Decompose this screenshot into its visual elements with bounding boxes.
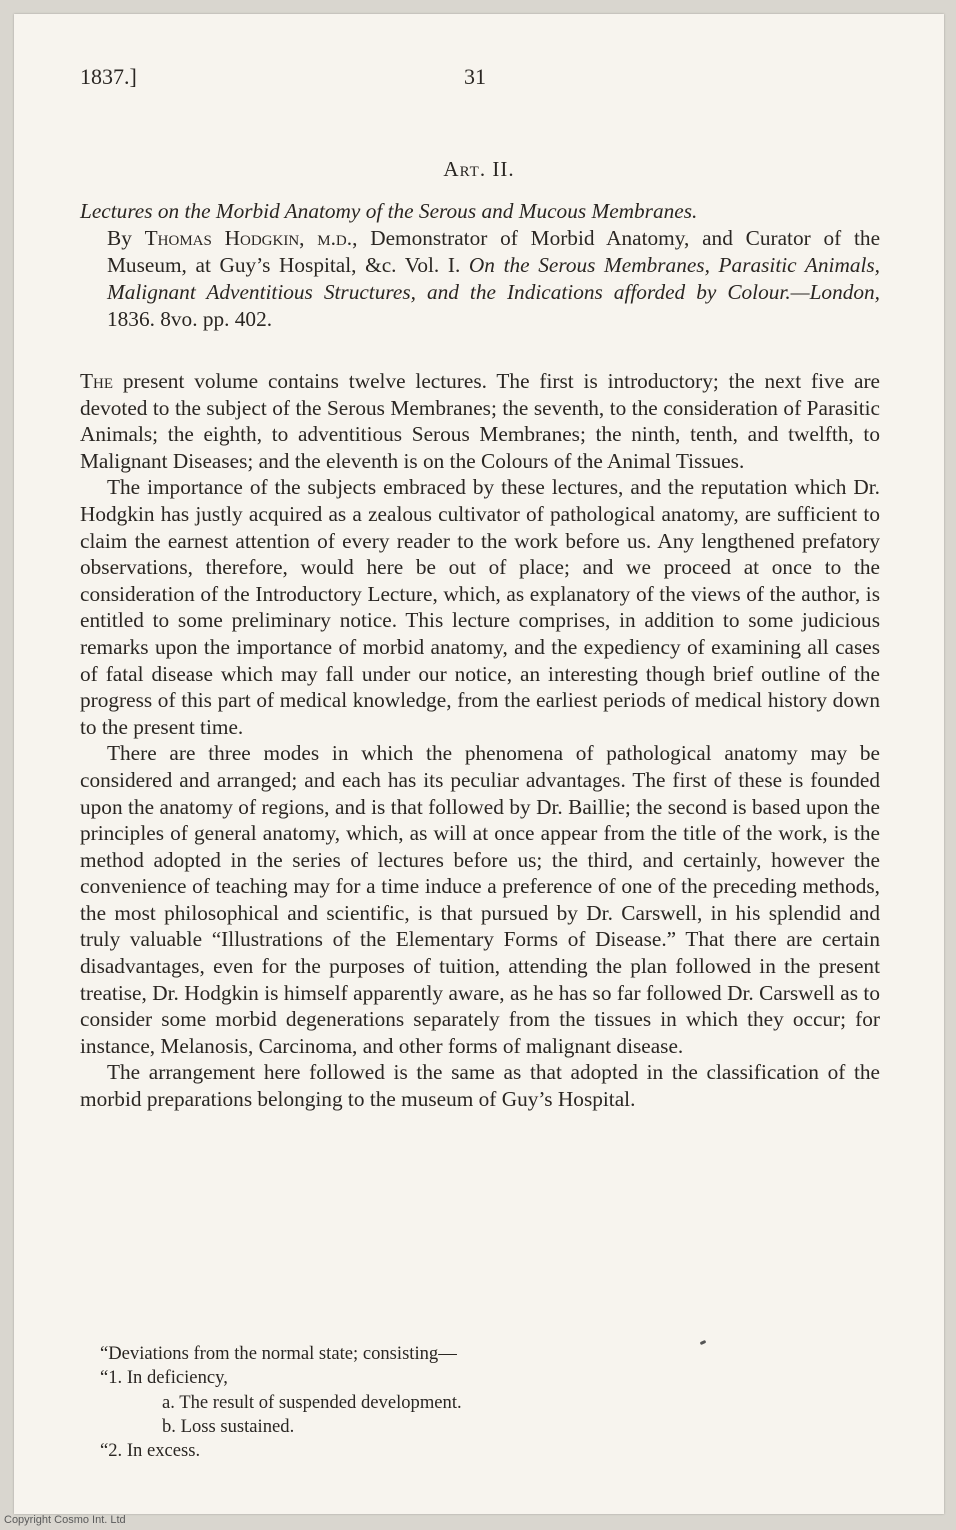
- document-page: [14, 14, 944, 1514]
- citation-title: Lectures on the Morbid Anatomy of the Serous and Mucous Membranes.: [80, 199, 698, 223]
- citation-block: [80, 198, 880, 333]
- citation-details: [80, 225, 880, 333]
- quote-line: “Deviations from the normal state; consisting—: [100, 1343, 457, 1364]
- quote-line: a. The result of suspended development.: [162, 1391, 462, 1413]
- citation-volume-title: On the Serous Membranes, Parasitic Animals, Malignant Adventitious Structures, and the Indications afforded by Colour.—London,: [107, 253, 880, 304]
- citation-by: By: [107, 226, 132, 250]
- article-label: Art. II.: [443, 157, 515, 181]
- page-number: 31: [464, 64, 486, 89]
- paragraph-1: [80, 368, 880, 474]
- paragraph-1-opening-word: The: [80, 369, 114, 393]
- citation-credentials: Demonstrator of Morbid Anatomy, and Curator of the Museum, at Guy’s Hospital, &c. Vol. I.: [107, 226, 881, 277]
- quote-line: “1. In deficiency,: [100, 1367, 228, 1389]
- paragraph-4: The arrangement here followed is the same as that adopted in the classification of the morbid preparations belonging to the museum of Guy’s Hospital.: [80, 1060, 880, 1112]
- paragraph-1-text: present volume contains twelve lectures. The first is introductory; the next five are devoted to the subject of the Serous Membranes; the seventh, to the consideration of Parasitic Animals; the eighth, to adventitious Serous Membranes; the ninth, tenth, and twelfth, to Malignant Diseases; and the eleventh is on the Colours of the Animal Tissues.: [80, 369, 880, 473]
- quoted-classification: [100, 1342, 800, 1463]
- quote-line: b. Loss sustained.: [162, 1415, 295, 1437]
- article-body: [80, 368, 880, 1113]
- copyright-watermark: Copyright Cosmo Int. Ltd: [4, 1514, 126, 1526]
- quote-line: “2. In excess.: [100, 1440, 201, 1462]
- paragraph-3: There are three modes in which the phenomena of pathological anatomy may be considered and arranged; and each has its peculiar advantages. The first of these is founded upon the anatomy of regions, and is that followed by Dr. Baillie; the second is based upon the principles of general anatomy, which, as will at once appear from the title of the work, is the method adopted in the series of lectures before us; the third, and certainly, however the convenience of teaching may for a time induce a preference of one of the preceding methods, the most philosophical and scientific, is that pursued by Dr. Carswell, in his splendid and truly valuable “Illustrations of the Elementary Forms of Disease.” That there are certain disadvantages, even for the purposes of tuition, attending the plan followed in the present treatise, Dr. Hodgkin is himself apparently aware, as he has so far followed Dr. Carswell as to consider some morbid degenerations separately from the tissues in which they occur; for instance, Melanosis, Carcinoma, and other forms of malignant disease.: [80, 741, 880, 1058]
- citation-author: Thomas Hodgkin, m.d.,: [144, 226, 358, 250]
- running-head-year: 1837.]: [80, 64, 137, 89]
- running-head: [80, 64, 880, 98]
- paragraph-2: The importance of the subjects embraced by these lectures, and the reputation which Dr. Hodgkin has justly acquired as a zealous cultivator of pathological anatomy, are sufficient to claim the earnest attention of every reader to the work before us. Any lengthened prefatory observations, therefore, would here be out of place; and we proceed at once to the consideration of the Introductory Lecture, which, as explanatory of the views of the author, is entitled to some preliminary notice. This lecture comprises, in addition to some judicious remarks upon the importance of morbid anatomy, and the expediency of examining all cases of fatal disease which may fall under our notice, an interesting though brief outline of the progress of this part of medical knowledge, from the earliest periods of medical history down to the present time.: [80, 475, 880, 739]
- citation-imprint: 1836. 8vo. pp. 402.: [107, 307, 273, 331]
